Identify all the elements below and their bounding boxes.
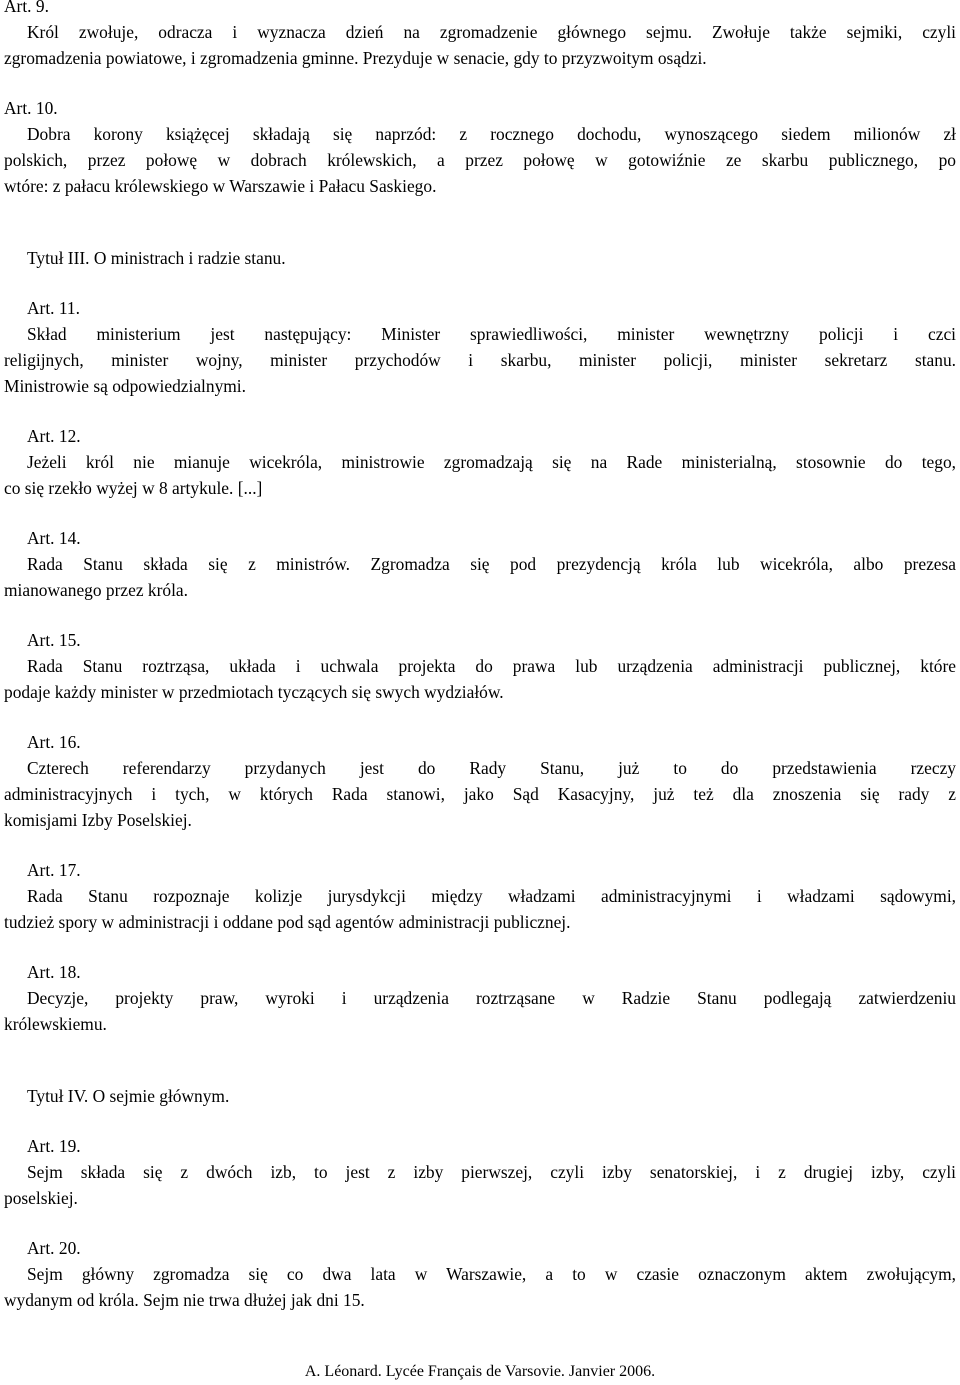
article-heading: Art. 20. (27, 1238, 81, 1258)
article-text-line: Dobra korony książęcej składają się naprzód: z rocznego dochodu, wynoszącego siedem milionów zł (27, 124, 956, 144)
article-heading: Art. 18. (27, 962, 81, 982)
article-heading: Art. 17. (27, 860, 81, 880)
article-text-line: Rada Stanu rozpoznaje kolizje jurysdykcji między władzami administracyjnymi i władzami sądowymi, (27, 886, 956, 906)
article-text-line: administracyjnych i tych, w których Rada stanowi, jako Sąd Kasacyjny, już też dla znoszenia się rady z (4, 784, 956, 804)
article-9 (4, 0, 956, 71)
article-16 (4, 729, 956, 833)
article-text-line: Sejm główny zgromadza się co dwa lata w Warszawie, a to w czasie oznaczonym aktem zwołującym, (27, 1264, 956, 1284)
article-18 (4, 959, 956, 1037)
article-12 (4, 423, 956, 501)
article-text-line: polskich, przez połowę w dobrach królewskich, a przez połowę w gotowiźnie ze skarbu publicznego, po (4, 150, 956, 170)
article-20 (4, 1235, 956, 1313)
article-text-line: królewskiemu. (4, 1014, 107, 1034)
article-text-line: Rada Stanu roztrząsa, układa i uchwala projekta do prawa lub urządzenia administracji publicznej, które (27, 656, 956, 676)
article-text-line: podaje każdy minister w przedmiotach tyczących się swych wydziałów. (4, 682, 504, 702)
article-text-line: wtóre: z pałacu królewskiego w Warszawie i Pałacu Saskiego. (4, 176, 437, 196)
article-heading: Art. 15. (27, 630, 81, 650)
article-text-line: poselskiej. (4, 1188, 78, 1208)
article-heading: Art. 16. (27, 732, 81, 752)
article-heading: Art. 11. (27, 298, 80, 318)
article-17 (4, 857, 956, 935)
article-text-line: Król zwołuje, odracza i wyznacza dzień na zgromadzenie głównego sejmu. Zwołuje także sejmiki, czyli (27, 22, 956, 42)
article-text-line: Sejm składa się z dwóch izb, to jest z izby pierwszej, czyli izby senatorskiej, i z drugiej izby, czyli (27, 1162, 956, 1182)
article-text-line: religijnych, minister wojny, minister przychodów i skarbu, minister policji, minister sekretarz stanu. (4, 350, 956, 370)
document-page (4, 0, 956, 1313)
article-text-line: komisjami Izby Poselskiej. (4, 810, 192, 830)
article-text-line: mianowanego przez króla. (4, 580, 188, 600)
article-text-line: Decyzje, projekty praw, wyroki i urządzenia roztrząsane w Radzie Stanu podlegają zatwierdzeniu (27, 988, 956, 1008)
article-heading: Art. 19. (27, 1136, 81, 1156)
article-text-line: Czterech referendarzy przydanych jest do Rady Stanu, już to do przedstawienia rzeczy (27, 758, 956, 778)
article-19 (4, 1133, 956, 1211)
article-text-line: Rada Stanu składa się z ministrów. Zgromadza się pod prezydencją króla lub wicekróla, albo prezesa (27, 554, 956, 574)
article-text-line: Skład ministerium jest następujący: Minister sprawiedliwości, minister wewnętrzny policji i czci (27, 324, 956, 344)
article-10 (4, 95, 956, 199)
article-text-line: co się rzekło wyżej w 8 artykule. [...] (4, 478, 263, 498)
section-title: Tytuł III. O ministrach i radzie stanu. (27, 248, 286, 268)
article-11 (4, 295, 956, 399)
article-text-line: wydanym od króla. Sejm nie trwa dłużej jak dni 15. (4, 1290, 365, 1310)
article-14 (4, 525, 956, 603)
page-footer: A. Léonard. Lycée Français de Varsovie. Janvier 2006. (304, 1363, 656, 1380)
article-heading: Art. 9. (4, 0, 49, 16)
article-text-line: Jeżeli król nie mianuje wicekróla, ministrowie zgromadzają się na Rade ministerialną, stosownie do tego, (27, 452, 956, 472)
article-15 (4, 627, 956, 705)
article-heading: Art. 10. (4, 98, 58, 118)
article-text-line: tudzież spory w administracji i oddane pod sąd agentów administracji publicznej. (4, 912, 571, 932)
article-heading: Art. 14. (27, 528, 81, 548)
section-title: Tytuł IV. O sejmie głównym. (27, 1086, 230, 1106)
article-text-line: Ministrowie są odpowiedzialnymi. (4, 376, 246, 396)
article-heading: Art. 12. (27, 426, 81, 446)
article-text-line: zgromadzenia powiatowe, i zgromadzenia gminne. Prezyduje w senacie, gdy to przyzwoitym osądzi. (4, 48, 707, 68)
